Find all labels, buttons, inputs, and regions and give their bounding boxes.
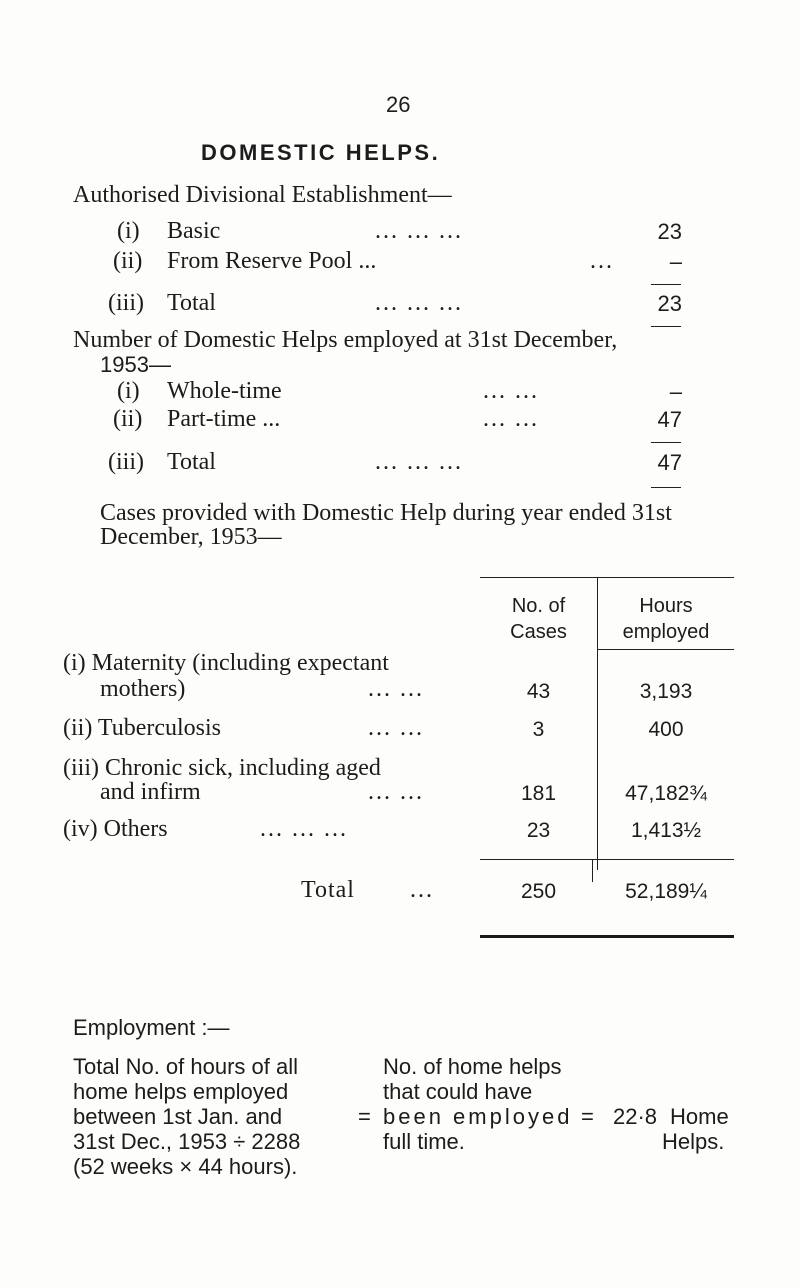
- leader-dots: ... ...: [368, 676, 424, 702]
- formula-line: home helps employed: [73, 1079, 289, 1104]
- cell-cases: 181: [520, 782, 557, 805]
- formula-line: Total No. of hours of all: [73, 1054, 299, 1079]
- formula-line: full time.: [383, 1129, 465, 1154]
- column-header-cases: [480, 593, 597, 645]
- employed-heading: Number of Domestic Helps employed at 31st December,: [73, 327, 618, 353]
- table-top-rule: [480, 577, 734, 578]
- formula-line: 31st Dec., 1953 ÷ 2288: [73, 1129, 301, 1154]
- formula-line: that could have: [383, 1079, 533, 1104]
- employed-heading-year: 1953—: [100, 352, 171, 377]
- row-label: (iv) Others: [63, 816, 168, 842]
- sum-rule: [651, 284, 681, 285]
- leader-dots: ... ... ...: [375, 218, 463, 244]
- total-rule: [651, 326, 681, 327]
- total-top-rule: [480, 859, 597, 860]
- header-bottom-rule: [598, 649, 734, 650]
- header-line: Hours: [639, 595, 693, 617]
- result-value: 22·8: [613, 1104, 658, 1129]
- total-value: 47: [657, 450, 682, 475]
- item-label: Basic: [167, 218, 221, 244]
- cases-heading-year: December, 1953—: [100, 524, 282, 550]
- header-line: employed: [622, 621, 710, 643]
- page-title: DOMESTIC HELPS.: [201, 140, 441, 165]
- total-hours: 52,189¼: [625, 880, 707, 903]
- header-line: No. of: [511, 595, 566, 617]
- header-line: Cases: [510, 621, 567, 643]
- leader-dots: ... ...: [368, 779, 424, 805]
- row-label-continued: mothers): [100, 676, 186, 702]
- formula-line: been employed: [383, 1104, 573, 1129]
- total-rule: [651, 487, 681, 488]
- formula-line: between 1st Jan. and: [73, 1104, 283, 1129]
- row-label: (i) Maternity (including expectant: [63, 650, 389, 676]
- leader-dots: ... ... ...: [260, 816, 348, 842]
- sum-rule: [651, 442, 681, 443]
- item-number: (ii): [113, 406, 143, 432]
- leader-dots: ... ... ...: [375, 290, 463, 316]
- item-value: 23: [657, 219, 682, 244]
- row-label: (ii) Tuberculosis: [63, 715, 222, 741]
- item-label: Whole-time: [167, 378, 282, 404]
- total-cases: 250: [520, 880, 557, 903]
- item-value: –: [669, 379, 682, 404]
- formula-line: No. of home helps: [383, 1054, 562, 1079]
- leader-dots: ...: [410, 877, 434, 903]
- equals-sign: =: [581, 1104, 594, 1129]
- item-value: 47: [657, 407, 682, 432]
- item-number: (i): [117, 218, 140, 244]
- cell-hours: 3,193: [639, 680, 693, 703]
- item-label: Part-time ...: [167, 406, 281, 432]
- equals-sign: =: [358, 1104, 371, 1129]
- cell-hours: 1,413½: [630, 819, 702, 842]
- item-value: –: [669, 249, 682, 274]
- employment-heading: Employment :—: [73, 1015, 230, 1040]
- employment-middle: [383, 1054, 572, 1154]
- page-number: 26: [386, 92, 411, 117]
- cases-heading: Cases provided with Domestic Help during year ended 31st: [100, 500, 672, 526]
- result-unit: Home: [670, 1104, 729, 1129]
- item-label: From Reserve Pool ...: [167, 248, 377, 274]
- table-bottom-rule: [480, 935, 734, 938]
- item-label: Total: [167, 449, 216, 475]
- row-label-continued: and infirm: [100, 779, 201, 805]
- cell-hours: 400: [648, 718, 684, 741]
- cell-cases: 3: [532, 718, 545, 741]
- employment-numerator: [73, 1054, 300, 1179]
- leader-dots: ... ...: [483, 406, 539, 432]
- item-number: (ii): [113, 248, 143, 274]
- cell-cases: 43: [526, 680, 551, 703]
- leader-dots: ... ...: [368, 715, 424, 741]
- cell-hours: 47,182¾: [625, 782, 707, 805]
- item-number: (iii): [108, 290, 144, 316]
- establishment-heading: Authorised Divisional Establishment—: [73, 182, 452, 208]
- row-label: (iii) Chronic sick, including aged: [63, 755, 381, 781]
- item-number: (i): [117, 378, 140, 404]
- leader-dots: ... ... ...: [375, 449, 463, 475]
- total-top-rule: [598, 859, 734, 860]
- cell-cases: 23: [526, 819, 551, 842]
- item-number: (iii): [108, 449, 144, 475]
- leader-dots: ...: [590, 248, 614, 274]
- total-label: Total: [301, 877, 355, 903]
- leader-dots: ... ...: [483, 378, 539, 404]
- table-column-divider-tail: [592, 860, 593, 882]
- formula-line: (52 weeks × 44 hours).: [73, 1154, 298, 1179]
- total-value: 23: [657, 291, 682, 316]
- result-unit-continued: Helps.: [662, 1129, 725, 1154]
- item-label: Total: [167, 290, 216, 316]
- column-header-hours: [598, 593, 734, 645]
